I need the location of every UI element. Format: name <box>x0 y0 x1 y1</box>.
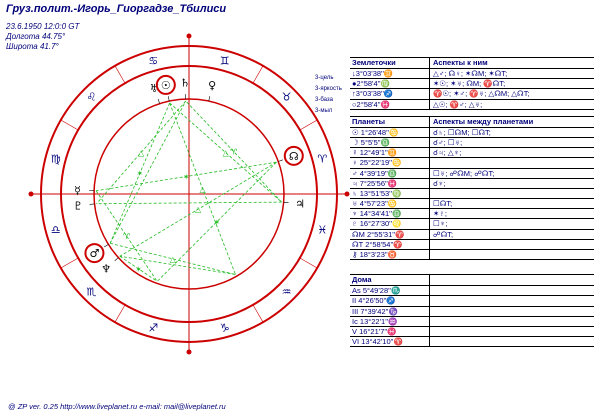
planets-position: ⚷ 18°3'23''♉ <box>350 250 430 259</box>
planets-header <box>350 117 594 128</box>
houses-aspects <box>430 296 594 305</box>
nodes-position: ↑3°03'38''♐ <box>350 89 430 98</box>
zodiac-tick <box>115 305 125 322</box>
axis-end-top <box>187 34 192 39</box>
chart-latitude: Широта 41.7° <box>6 42 59 51</box>
chart-title: Груз.полит.-Игорь_Гиоргадзе_Тбилиси <box>6 3 227 15</box>
aspect-marker: △ <box>199 184 206 194</box>
planets-row <box>350 128 594 138</box>
zodiac-tick <box>61 258 78 268</box>
zodiac-sign: ♋ <box>148 54 159 68</box>
zodiac-sign: ♊ <box>219 54 230 68</box>
planet-tick <box>168 96 169 101</box>
house-label-1: 3-цель <box>315 75 334 81</box>
planets-row <box>350 148 594 158</box>
zodiac-tick <box>300 258 317 268</box>
axis-end-right <box>345 192 350 197</box>
planets-position: ♂ 4°39'19''♎ <box>350 169 430 178</box>
houses-row <box>350 286 594 296</box>
zodiac-sign: ♓ <box>317 223 328 237</box>
zodiac-sign: ♌ <box>86 90 97 104</box>
aspect-line <box>110 101 186 243</box>
planets-aspects: ✶♇; <box>433 209 447 219</box>
planets-position: ☊T 2°58'54''♈ <box>350 240 430 249</box>
nodes-aspects: ♈☉; ✶♂; ♈♅; △☊M; △☊T; <box>433 89 530 99</box>
nodes-header <box>350 58 594 69</box>
planets-row <box>350 189 594 199</box>
planets-row <box>350 199 594 209</box>
planet-glyph: ☉ <box>160 78 171 92</box>
planets-aspects: ☐☊T; <box>433 199 453 209</box>
footer-credits: @ ZP ver. 0.25 http://www.liveplanet.ru e-mail: mail@liveplanet.ru <box>8 402 226 411</box>
nodes-row <box>350 79 594 89</box>
planet-glyph: ♃ <box>295 197 306 211</box>
planet-glyph: ♅ <box>149 81 160 95</box>
nodes-row <box>350 89 594 99</box>
houses-row <box>350 317 594 327</box>
houses-aspects <box>430 317 594 326</box>
planets-col1: Планеты <box>350 117 430 127</box>
planets-row <box>350 230 594 240</box>
nodes-aspects: ✶☉; ✶♅; ☊M; ♈☊T; <box>433 79 506 89</box>
houses-aspects <box>430 286 594 295</box>
planets-position: ☉ 1°26'48''♋ <box>350 128 430 137</box>
zodiac-sign: ♎ <box>50 223 61 237</box>
planets-position: ☽ 5°5'5''♎ <box>350 138 430 147</box>
houses-position: As 5°49'28''♏ <box>350 286 430 295</box>
house-label-2: 3-яркость <box>315 86 342 92</box>
planets-row <box>350 240 594 250</box>
planets-aspects: ☌♂; ☐♅; <box>433 137 463 147</box>
planets-col2: Аспекты между планетами <box>433 116 534 126</box>
houses-col1: Дома <box>350 275 430 285</box>
planets-aspects <box>430 250 594 259</box>
zodiac-tick <box>253 66 263 83</box>
houses-row <box>350 327 594 337</box>
houses-row <box>350 337 594 347</box>
planets-aspects <box>430 158 594 167</box>
planet-tick <box>90 204 95 205</box>
planets-aspects <box>430 189 594 198</box>
planet-tick <box>115 258 119 261</box>
planet-tick <box>158 99 160 104</box>
zodiac-sign: ♏ <box>86 285 97 299</box>
planets-row <box>350 219 594 229</box>
aspect-marker: △ <box>195 205 202 215</box>
nodes-position: ●2°58'4''♍ <box>350 79 430 88</box>
planet-glyph: ♄ <box>180 76 191 90</box>
planets-aspects: ☌♆; <box>433 178 446 188</box>
zodiac-sign: ♉ <box>281 90 292 104</box>
houses-header <box>350 275 594 286</box>
planets-aspects: ☐♅; ☍☊M; ☍☊T; <box>433 168 495 178</box>
nodes-aspects: △♂; ☊♀; ✶☊M; ✶☊T; <box>433 69 508 78</box>
zodiac-sign: ♈ <box>317 152 328 166</box>
planets-aspects: ☌♃; △♆; <box>433 148 462 158</box>
zodiac-tick <box>115 66 125 83</box>
aspect-marker: ✶ <box>136 169 144 179</box>
planets-position: ♆ 14°34'41''♎ <box>350 209 430 218</box>
aspect-marker: ♈ <box>123 232 131 242</box>
planets-position: ♅ 4°57'23''♋ <box>350 199 430 208</box>
houses-position: Ic 13°22'1''♒ <box>350 317 430 326</box>
nodes-aspects: △☉; ♈♂; △♅; <box>433 99 483 109</box>
planet-glyph: ♆ <box>101 262 112 276</box>
houses-row <box>350 296 594 306</box>
planets-row <box>350 158 594 168</box>
houses-position: III 7°39'42''♑ <box>350 307 430 316</box>
planet-tick <box>278 160 283 162</box>
planet-tick <box>209 96 210 101</box>
zodiac-sign: ♒ <box>281 285 292 299</box>
aspect-marker: △ <box>222 148 229 158</box>
axis-end-left <box>29 192 34 197</box>
chart-longitude: Долгота 44.75° <box>6 32 66 41</box>
zodiac-sign: ♑ <box>219 321 230 335</box>
houses-position: VI 13°42'10''♈ <box>350 337 430 346</box>
planets-row <box>350 209 594 219</box>
planet-glyph: ☊ <box>288 149 299 163</box>
zodiac-sign: ♐ <box>148 321 159 335</box>
aspect-marker: ✶ <box>182 172 190 182</box>
planet-glyph: ♀ <box>208 78 217 92</box>
houses-position: II 4°26'50''♐ <box>350 296 430 305</box>
planets-position: ♀ 25°22'19''♋ <box>350 158 430 167</box>
aspect-marker: ✶ <box>135 264 142 274</box>
houses-aspects <box>430 327 594 336</box>
zodiac-tick <box>61 120 78 130</box>
planet-tick <box>104 244 108 247</box>
planets-position: ♄ 13°51'53''♍ <box>350 189 430 198</box>
axis-end-bottom <box>187 350 192 355</box>
houses-position: V 16°21'7''♓ <box>350 327 430 336</box>
planets-row <box>350 138 594 148</box>
aspect-marker: ♈ <box>230 147 238 157</box>
houses-aspects <box>430 307 594 316</box>
planets-position: ☊M 2°55'31''♈ <box>350 230 430 239</box>
zodiac-sign: ♍ <box>50 152 61 166</box>
nodes-col2: Аспекты к ним <box>433 58 488 67</box>
aspect-marker: ✶ <box>213 217 221 227</box>
planets-aspects: ☌♄; ☐☊M; ☐☊T; <box>433 127 491 137</box>
house-label-4: 3-мыл <box>315 108 333 114</box>
aspect-marker: △ <box>169 254 176 264</box>
nodes-row <box>350 100 594 110</box>
planets-row <box>350 250 594 260</box>
nodes-col1: Землеточки <box>350 58 430 68</box>
houses-row <box>350 307 594 317</box>
planets-aspects <box>430 240 594 249</box>
planets-aspects: ☍☊T; <box>433 229 454 239</box>
planet-glyph: ☿ <box>74 184 81 198</box>
planets-position: ♃ 7°25'56''♓ <box>350 179 430 188</box>
aspect-marker: △ <box>138 148 145 158</box>
planets-aspects: ☐♆; <box>433 219 448 229</box>
zodiac-tick <box>300 120 317 130</box>
planet-glyph: ♂ <box>89 247 100 261</box>
aspect-table <box>350 57 594 347</box>
nodes-position: ↓3°03'38''♊ <box>350 69 430 78</box>
planets-row <box>350 179 594 189</box>
planet-glyph: ♇ <box>73 199 84 213</box>
planets-position: ♇ 16°27'30''♌ <box>350 219 430 228</box>
nodes-position: ○2°58'4''♓ <box>350 100 430 109</box>
zodiac-tick <box>253 305 263 322</box>
house-label-3: 3-база <box>315 97 333 103</box>
planets-position: ☿ 12°49'1''♊ <box>350 148 430 157</box>
nodes-row <box>350 69 594 79</box>
chart-date: 23.6.1950 12:0:0 GT <box>6 22 80 31</box>
planets-row <box>350 169 594 179</box>
houses-aspects <box>430 337 594 346</box>
